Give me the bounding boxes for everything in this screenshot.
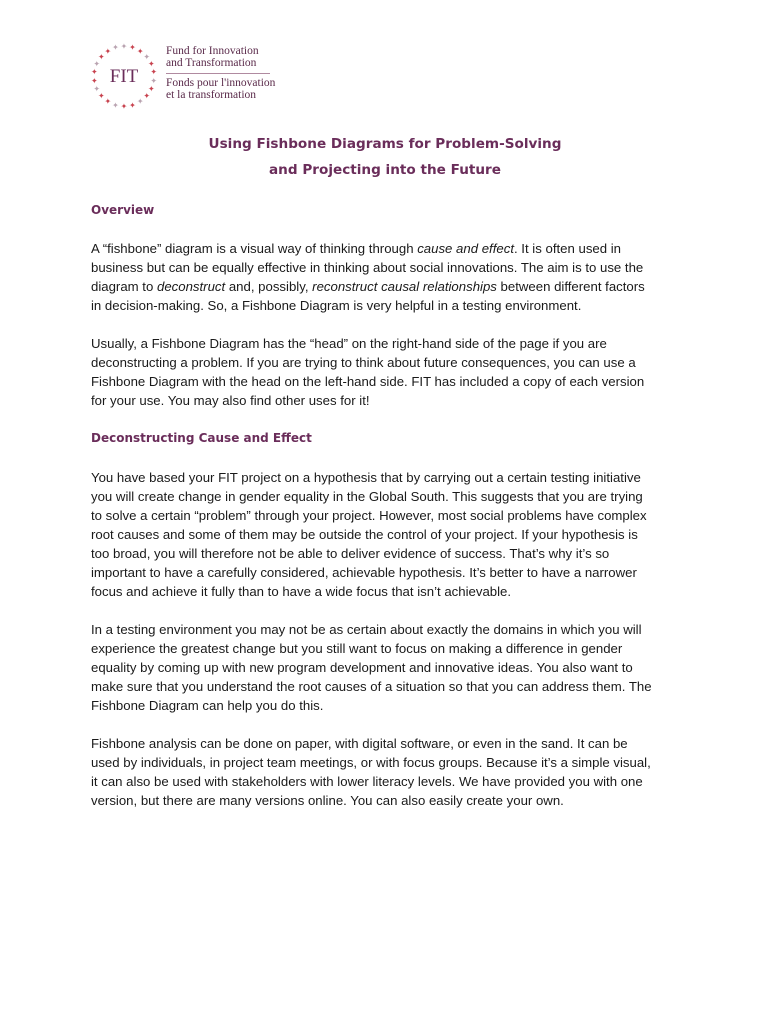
logo-star-mark: ✦ bbox=[143, 52, 151, 62]
logo-star-mark: ✦ bbox=[120, 42, 128, 51]
logo-en-line1: Fund for Innovation bbox=[166, 45, 259, 57]
fit-logo-acronym: FIT bbox=[109, 66, 139, 87]
logo-star-mark: ✦ bbox=[112, 43, 119, 53]
logo-star-mark: ✦ bbox=[93, 59, 101, 69]
text-line: In a testing environment you may not be as certain about exactly the domains in which you will bbox=[91, 622, 642, 637]
paragraph-overview-1 bbox=[91, 239, 681, 315]
title-line-2: and Projecting into the Future bbox=[269, 162, 501, 178]
logo-star-mark: ✦ bbox=[143, 91, 151, 101]
text-line: root causes and some of them may be outside the control of your project. If your hypothesis is bbox=[91, 527, 638, 542]
logo-en-line2: and Transformation bbox=[166, 56, 257, 69]
text-line: diagram to deconstruct and, possibly, reconstruct causal relationships between different factors bbox=[91, 279, 645, 294]
text-line: experience the greatest change but you still want to focus on making a difference in gender bbox=[91, 641, 623, 656]
text-line: A “fishbone” diagram is a visual way of thinking through cause and effect. It is often used in bbox=[91, 241, 622, 256]
logo-star-mark: ✦ bbox=[136, 46, 144, 56]
logo-star-mark: ✦ bbox=[90, 67, 98, 77]
fit-star-ring-icon bbox=[84, 40, 164, 112]
title-line-1: Using Fishbone Diagrams for Problem-Solving bbox=[208, 136, 562, 152]
paragraph-overview-2 bbox=[91, 334, 681, 410]
logo-star-mark: ✦ bbox=[97, 91, 105, 101]
logo-star-mark: ✦ bbox=[150, 67, 158, 77]
text-line: to solve a certain “problem” through your project. However, most social problems have complex bbox=[91, 508, 647, 523]
logo-star-mark: ✦ bbox=[150, 76, 158, 86]
text-line: version, but there are many versions online. You can also easily create your own. bbox=[91, 793, 564, 808]
text-line: you will create change in gender equality in the Global South. This suggests that you are trying bbox=[91, 489, 643, 504]
paragraph-deconstructing-3 bbox=[91, 734, 681, 810]
logo-star-mark: ✦ bbox=[93, 84, 101, 94]
page-title bbox=[0, 131, 770, 183]
logo-star-mark: ✦ bbox=[129, 100, 136, 110]
fit-logo bbox=[84, 40, 284, 112]
overview-heading: Overview bbox=[91, 203, 155, 217]
text-line: Fishbone Diagram can help you do this. bbox=[91, 698, 324, 713]
paragraph-deconstructing-1 bbox=[91, 468, 681, 601]
text-line: business but can be equally effective in thinking about social innovations. The aim is to use the bbox=[91, 260, 644, 275]
text-line: used by individuals, in project team meetings, or with focus groups. Because it’s a simple visual, bbox=[91, 755, 651, 770]
text-line: You have based your FIT project on a hypothesis that by carrying out a certain testing initiative bbox=[91, 470, 641, 485]
logo-divider bbox=[166, 73, 270, 74]
logo-star-mark: ✦ bbox=[120, 102, 128, 111]
text-line: make sure that you understand the root causes of a situation so that you can address them. The bbox=[91, 679, 652, 694]
logo-star-mark: ✦ bbox=[136, 97, 144, 107]
text-line: too broad, you will therefore not be able to deliver evidence of success. That’s why it’s so bbox=[91, 546, 610, 561]
text-line: in decision-making. So, a Fishbone Diagram is very helpful in a testing environment. bbox=[91, 298, 582, 313]
logo-star-mark: ✦ bbox=[97, 52, 105, 62]
text-line: it can also be used with stakeholders with lower literacy levels. We have provided you with one bbox=[91, 774, 643, 789]
logo-fr-line2: et la transformation bbox=[166, 88, 257, 101]
text-line: important to have a carefully considered, achievable hypothesis. It’s better to have a narrower bbox=[91, 565, 637, 580]
paragraph-deconstructing-2 bbox=[91, 620, 681, 715]
text-line: Fishbone analysis can be done on paper, with digital software, or even in the sand. It can be bbox=[91, 736, 628, 751]
logo-star-mark: ✦ bbox=[147, 84, 155, 94]
text-line: focus and achieve it fully than to have a wide focus that isn’t achievable. bbox=[91, 584, 512, 599]
text-line: equality by coming up with new program development and innovative ideas. You also want to bbox=[91, 660, 633, 675]
logo-star-mark: ✦ bbox=[112, 100, 119, 110]
text-line: Fishbone Diagram with the head on the left-hand side. FIT has included a copy of each version bbox=[91, 374, 645, 389]
logo-wordmark bbox=[166, 46, 275, 101]
logo-star-mark: ✦ bbox=[104, 46, 112, 56]
text-line: Usually, a Fishbone Diagram has the “head” on the right-hand side of the page if you are bbox=[91, 336, 607, 351]
logo-fr-line1: Fonds pour l'innovation bbox=[166, 77, 276, 89]
logo-star-mark: ✦ bbox=[90, 76, 98, 86]
deconstructing-heading: Deconstructing Cause and Effect bbox=[91, 431, 312, 445]
text-line: for your use. You may also find other uses for it! bbox=[91, 393, 370, 408]
logo-star-mark: ✦ bbox=[104, 97, 112, 107]
text-line: deconstructing a problem. If you are trying to think about future consequences, you can use a bbox=[91, 355, 636, 370]
logo-star-mark: ✦ bbox=[129, 43, 136, 53]
logo-star-mark: ✦ bbox=[147, 59, 155, 69]
